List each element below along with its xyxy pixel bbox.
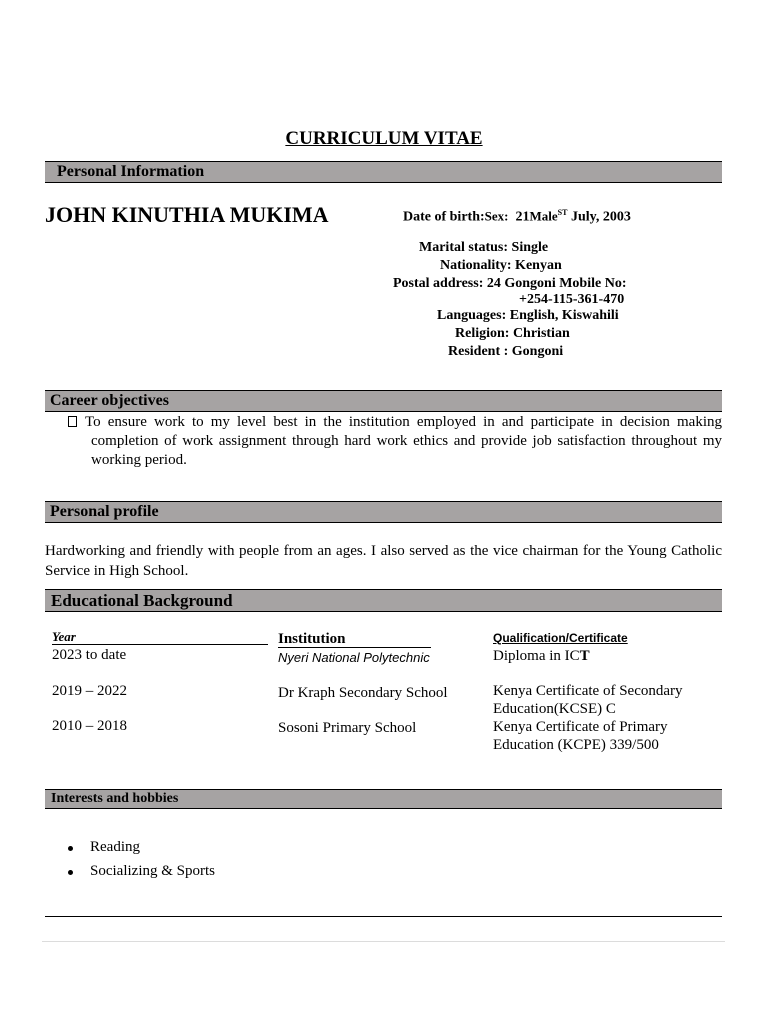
education-header-qualification: Qualification/Certificate <box>493 631 628 645</box>
bullet-icon <box>68 870 73 875</box>
education-year: 2019 – 2022 <box>52 683 127 699</box>
section-title: Interests and hobbies <box>51 791 179 806</box>
career-objective-line-3: working period. <box>91 452 187 468</box>
marital-status: Marital status: Single <box>419 240 549 255</box>
section-personal-profile <box>45 501 722 523</box>
bullet-icon <box>68 846 73 851</box>
religion: Religion: Christian <box>455 326 570 341</box>
education-institution: Sosoni Primary School <box>278 720 417 736</box>
education-qualification-line-2: Education (KCPE) 339/500 <box>493 737 659 753</box>
education-year: 2010 – 2018 <box>52 718 127 734</box>
education-header-institution: Institution <box>278 631 431 648</box>
postal-address: Postal address: 24 Gongoni Mobile No: <box>393 276 627 291</box>
sex-label: Sex: <box>484 208 509 224</box>
section-personal-information <box>45 161 722 183</box>
career-objective-line-1: To ensure work to my level best in the institution employed in and participate in decision making <box>85 414 722 430</box>
hobby-item: Socializing & Sports <box>90 863 215 879</box>
dob-label: Date of birth: <box>403 209 485 225</box>
residence: Resident : Gongoni <box>448 344 564 359</box>
section-title: Personal Information <box>57 163 205 180</box>
checkbox-bullet-icon <box>68 416 77 427</box>
dob-suffix: ST <box>557 208 568 217</box>
qualification-text: Diploma in IC <box>493 648 580 664</box>
profile-line-2: Service in High School. <box>45 563 189 579</box>
section-educational-background <box>45 589 722 612</box>
education-header-year: Year <box>52 630 268 645</box>
dob-day: 21 <box>515 209 530 225</box>
education-qualification-line-1: Kenya Certificate of Secondary <box>493 683 683 699</box>
page-edge-divider <box>42 941 725 942</box>
section-title: Personal profile <box>50 503 159 520</box>
languages: Languages: English, Kiswahili <box>437 308 619 323</box>
education-year: 2023 to date <box>52 647 127 663</box>
education-institution: Nyeri National Polytechnic <box>278 650 430 665</box>
education-qualification-line-1: Kenya Certificate of Primary <box>493 719 668 735</box>
education-institution: Dr Kraph Secondary School <box>278 685 448 701</box>
hobby-item: Reading <box>90 839 140 855</box>
nationality: Nationality: Kenyan <box>440 258 562 273</box>
sex-value: Male <box>529 208 558 224</box>
profile-line-1: Hardworking and friendly with people from an ages. I also served as the vice chairman for the Young Catholic <box>45 543 722 559</box>
section-title: Educational Background <box>51 590 233 610</box>
section-career-objectives <box>45 390 722 412</box>
education-qualification <box>493 648 590 665</box>
section-title: Career objectives <box>50 392 169 409</box>
mobile-number: +254-115-361-470 <box>519 292 625 307</box>
career-objective-line-2: completion of work assignment through hard work ethics and provide job satisfaction throughout my <box>91 433 722 449</box>
candidate-name: JOHN KINUTHIA MUKIMA <box>45 202 329 227</box>
section-interests-hobbies <box>45 789 722 809</box>
qualification-text-bold: T <box>579 648 590 664</box>
cv-title: CURRICULUM VITAE <box>285 128 483 149</box>
dob-month-year: July, 2003 <box>570 209 631 225</box>
dob-line <box>403 208 631 226</box>
bottom-divider <box>45 916 722 917</box>
education-qualification-line-2: Education(KCSE) C <box>493 701 616 717</box>
